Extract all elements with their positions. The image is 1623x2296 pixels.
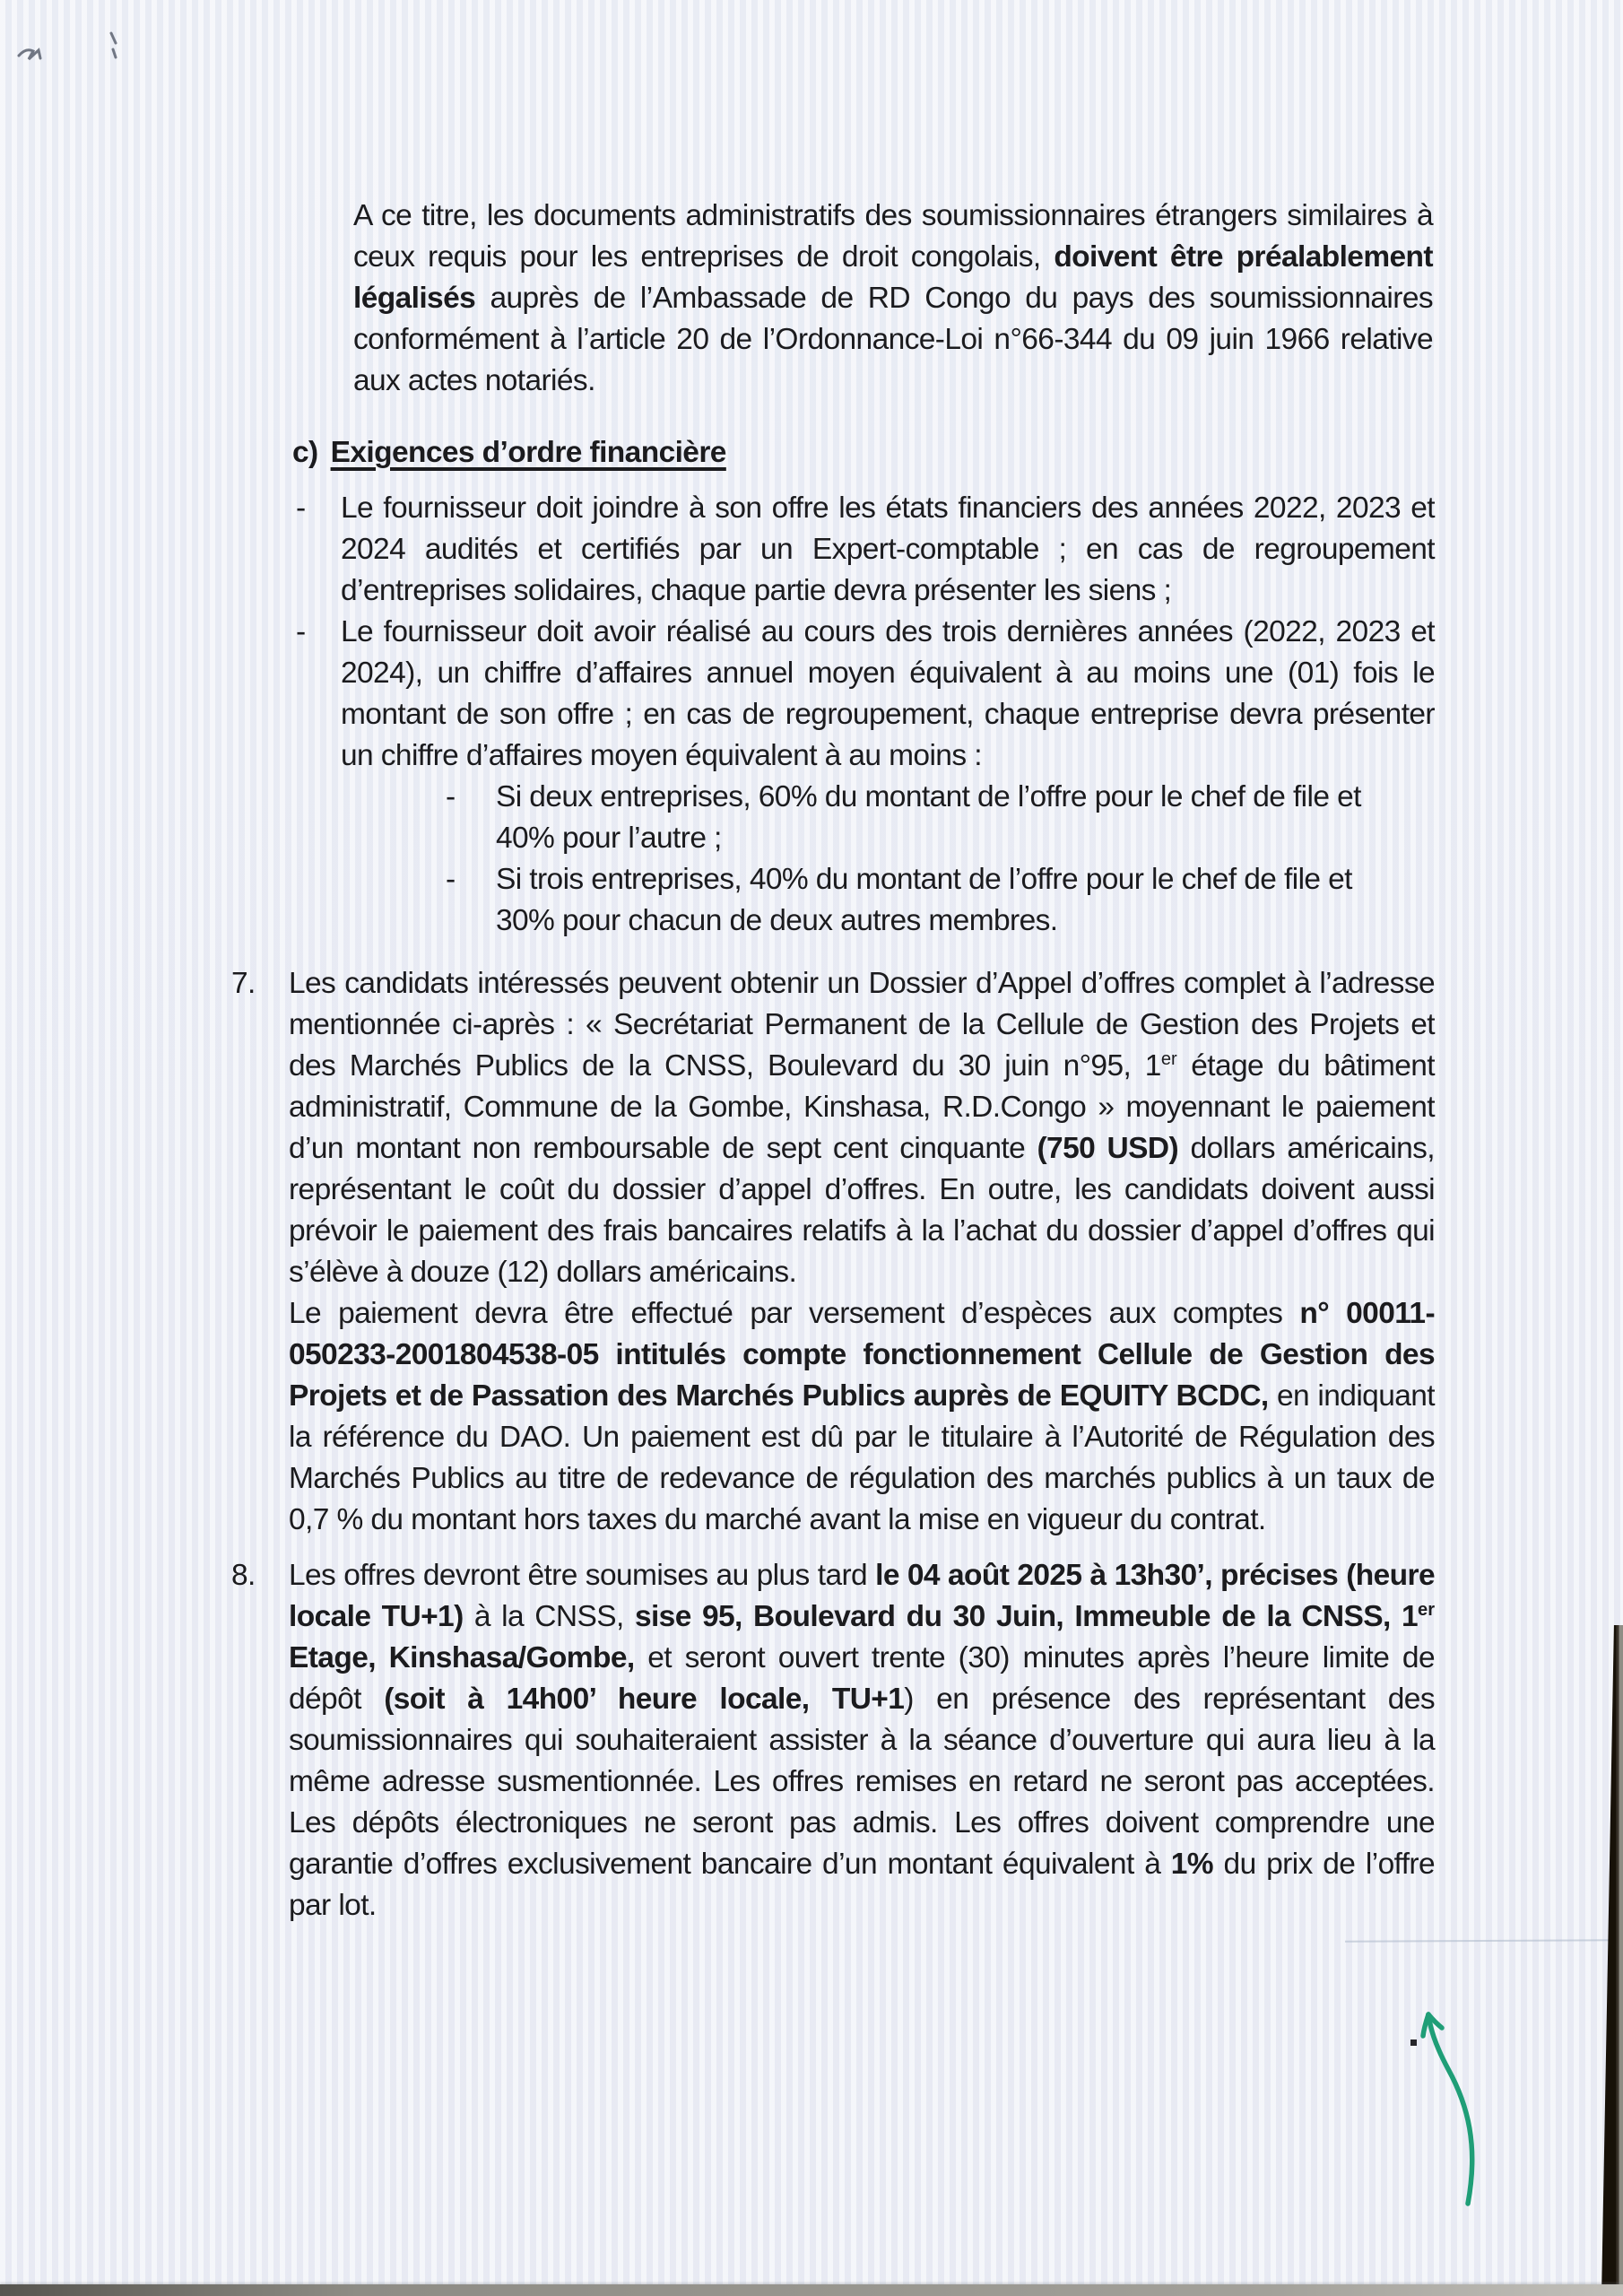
text-run: Les candidats intéressés peuvent obtenir un Dossier d’Appel d’offres complet à l’adresse mentionnée ci-après : « Secrétariat Permanent de la Cellule de Gestion des Projets et des Marchés Publics de la CNSS, Boulevard du 30 juin n°95, 1 [289, 967, 1435, 1083]
bold-run: (750 USD) [1037, 1132, 1179, 1165]
superscript: er [1418, 1599, 1436, 1620]
text-run: et seront ouvert trente (30) minutes après l’heure limite de dépôt [289, 1641, 1435, 1716]
bold-run: n° 00011-050233-2001804538-05 intitulés compte fonctionnement Cellule de Gestion des Projets et de Passation des Marchés Publics auprès de EQUITY BCDC, [289, 1297, 1436, 1413]
sub-list [446, 777, 1408, 942]
list-item [296, 612, 1435, 777]
list-item-text: Le fournisseur doit avoir réalisé au cours des trois dernières années (2022, 2023 et 2024), un chiffre d’affaires annuel moyen équivalent à au moins une (01) fois le montant de son offre ; en cas de regroupement, chaque entreprise devra présenter un chiffre d’affaires moyen équivalent à au moins : [341, 615, 1435, 772]
text-run: A ce titre, les documents administratifs des soumissionnaires étrangers similaires à ceux requis pour les entreprises de droit congolais, [353, 199, 1433, 274]
sub-list-item-text: Si trois entreprises, 40% du montant de l’offre pour le chef de file et 30% pour chacun de deux autres membres. [496, 863, 1352, 937]
text-run: étage du bâtiment administratif, Commune de la Gombe, Kinshasa, R.D.Congo » moyennant le paiement d’un montant non remboursable de sept cent cinquante [289, 1049, 1435, 1165]
item-number: 7. [231, 967, 256, 1000]
item-number: 8. [231, 1559, 256, 1592]
bold-run: doivent être préalablement légalisés [353, 240, 1433, 315]
section-title: Exigences d’ordre financière [330, 436, 726, 469]
list-item-text: Le fournisseur doit joindre à son offre les états financiers des années 2022, 2023 et 2024 audités et certifiés par un Expert-comptable ; en cas de regroupement d’entreprises solidaires, chaque partie devra présenter les siens ; [341, 491, 1435, 607]
sub-list-item [446, 859, 1408, 942]
item-8-paragraph [289, 1555, 1435, 1926]
superscript: er [1160, 1048, 1177, 1069]
bold-run: sise 95, Boulevard du 30 Juin, Immeuble de la CNSS, 1er Etage, Kinshasa/Gombe, [289, 1599, 1436, 1674]
dash-marker: - [446, 863, 456, 896]
ink-dot-mark [1410, 2039, 1417, 2046]
sub-list-item [446, 777, 1408, 859]
text-run: auprès de l’Ambassade de RD Congo du pays des soumissionnaires conformément à l’article 20 de l’Ordonnance-Loi n°66-344 du 09 juin 1966 relative aux actes notariés. [353, 282, 1433, 397]
financial-requirements-list [296, 488, 1435, 942]
item-8-text [289, 1555, 1435, 1926]
list-item [296, 488, 1435, 612]
section-heading [292, 432, 1435, 474]
numbered-item-8 [231, 1555, 1435, 1926]
scan-edge-bottom [0, 2284, 1623, 2296]
dash-marker: - [296, 615, 306, 648]
paper-crease-line [1345, 1939, 1610, 1943]
text-run: à la CNSS, [463, 1600, 635, 1633]
numbered-item-7 [231, 963, 1435, 1541]
sub-list-item-text: Si deux entreprises, 60% du montant de l’offre pour le chef de file et 40% pour l’autre ; [496, 780, 1361, 855]
text-run: dollars américains, représentant le coût du dossier d’appel d’offres. En outre, les candidats doivent aussi prévoir le paiement des frais bancaires relatifs à la l’achat du dossier d’appel d’offres qui s’élève à douze (12) dollars américains. [289, 1132, 1436, 1289]
item-7-text [289, 963, 1435, 1541]
text-run: ) en présence des représentant des soumissionnaires qui souhaiteraient assister à la séance d’ouverture qui aura lieu à la même adresse susmentionnée. Les offres remises en retard ne seront pas acceptées. Les dépôts électroniques ne seront pas admis. Les offres doivent comprendre une garantie d’offres exclusivement bancaire d’un montant équivalent à [289, 1683, 1435, 1881]
dash-marker: - [296, 491, 306, 525]
text-run: Le paiement devra être effectué par versement d’espèces aux comptes [289, 1297, 1300, 1330]
bold-run: le 04 août 2025 à 13h30’, précises (heure locale TU+1) [289, 1559, 1435, 1633]
section-letter: c) [292, 436, 318, 469]
item-7-paragraph-2 [289, 1293, 1435, 1541]
text-run: en indiquant la référence du DAO. Un paiement est dû par le titulaire à l’Autorité de Régulation des Marchés Publics au titre de redevance de régulation des marchés publics à un taux de 0,7 % du montant hors taxes du marché avant la mise en vigueur du contrat. [289, 1379, 1435, 1536]
text-run: du prix de l’offre par lot. [289, 1848, 1435, 1922]
dash-marker: - [446, 780, 456, 813]
text-run: Les offres devront être soumises au plus tard [289, 1559, 876, 1592]
green-arrow-mark [1423, 2014, 1472, 2204]
bold-run: 1% [1170, 1848, 1213, 1881]
item-7-paragraph-1 [289, 963, 1435, 1293]
intro-paragraph [353, 196, 1433, 402]
bold-run: (soit à 14h00’ heure locale, TU+1 [384, 1683, 905, 1716]
